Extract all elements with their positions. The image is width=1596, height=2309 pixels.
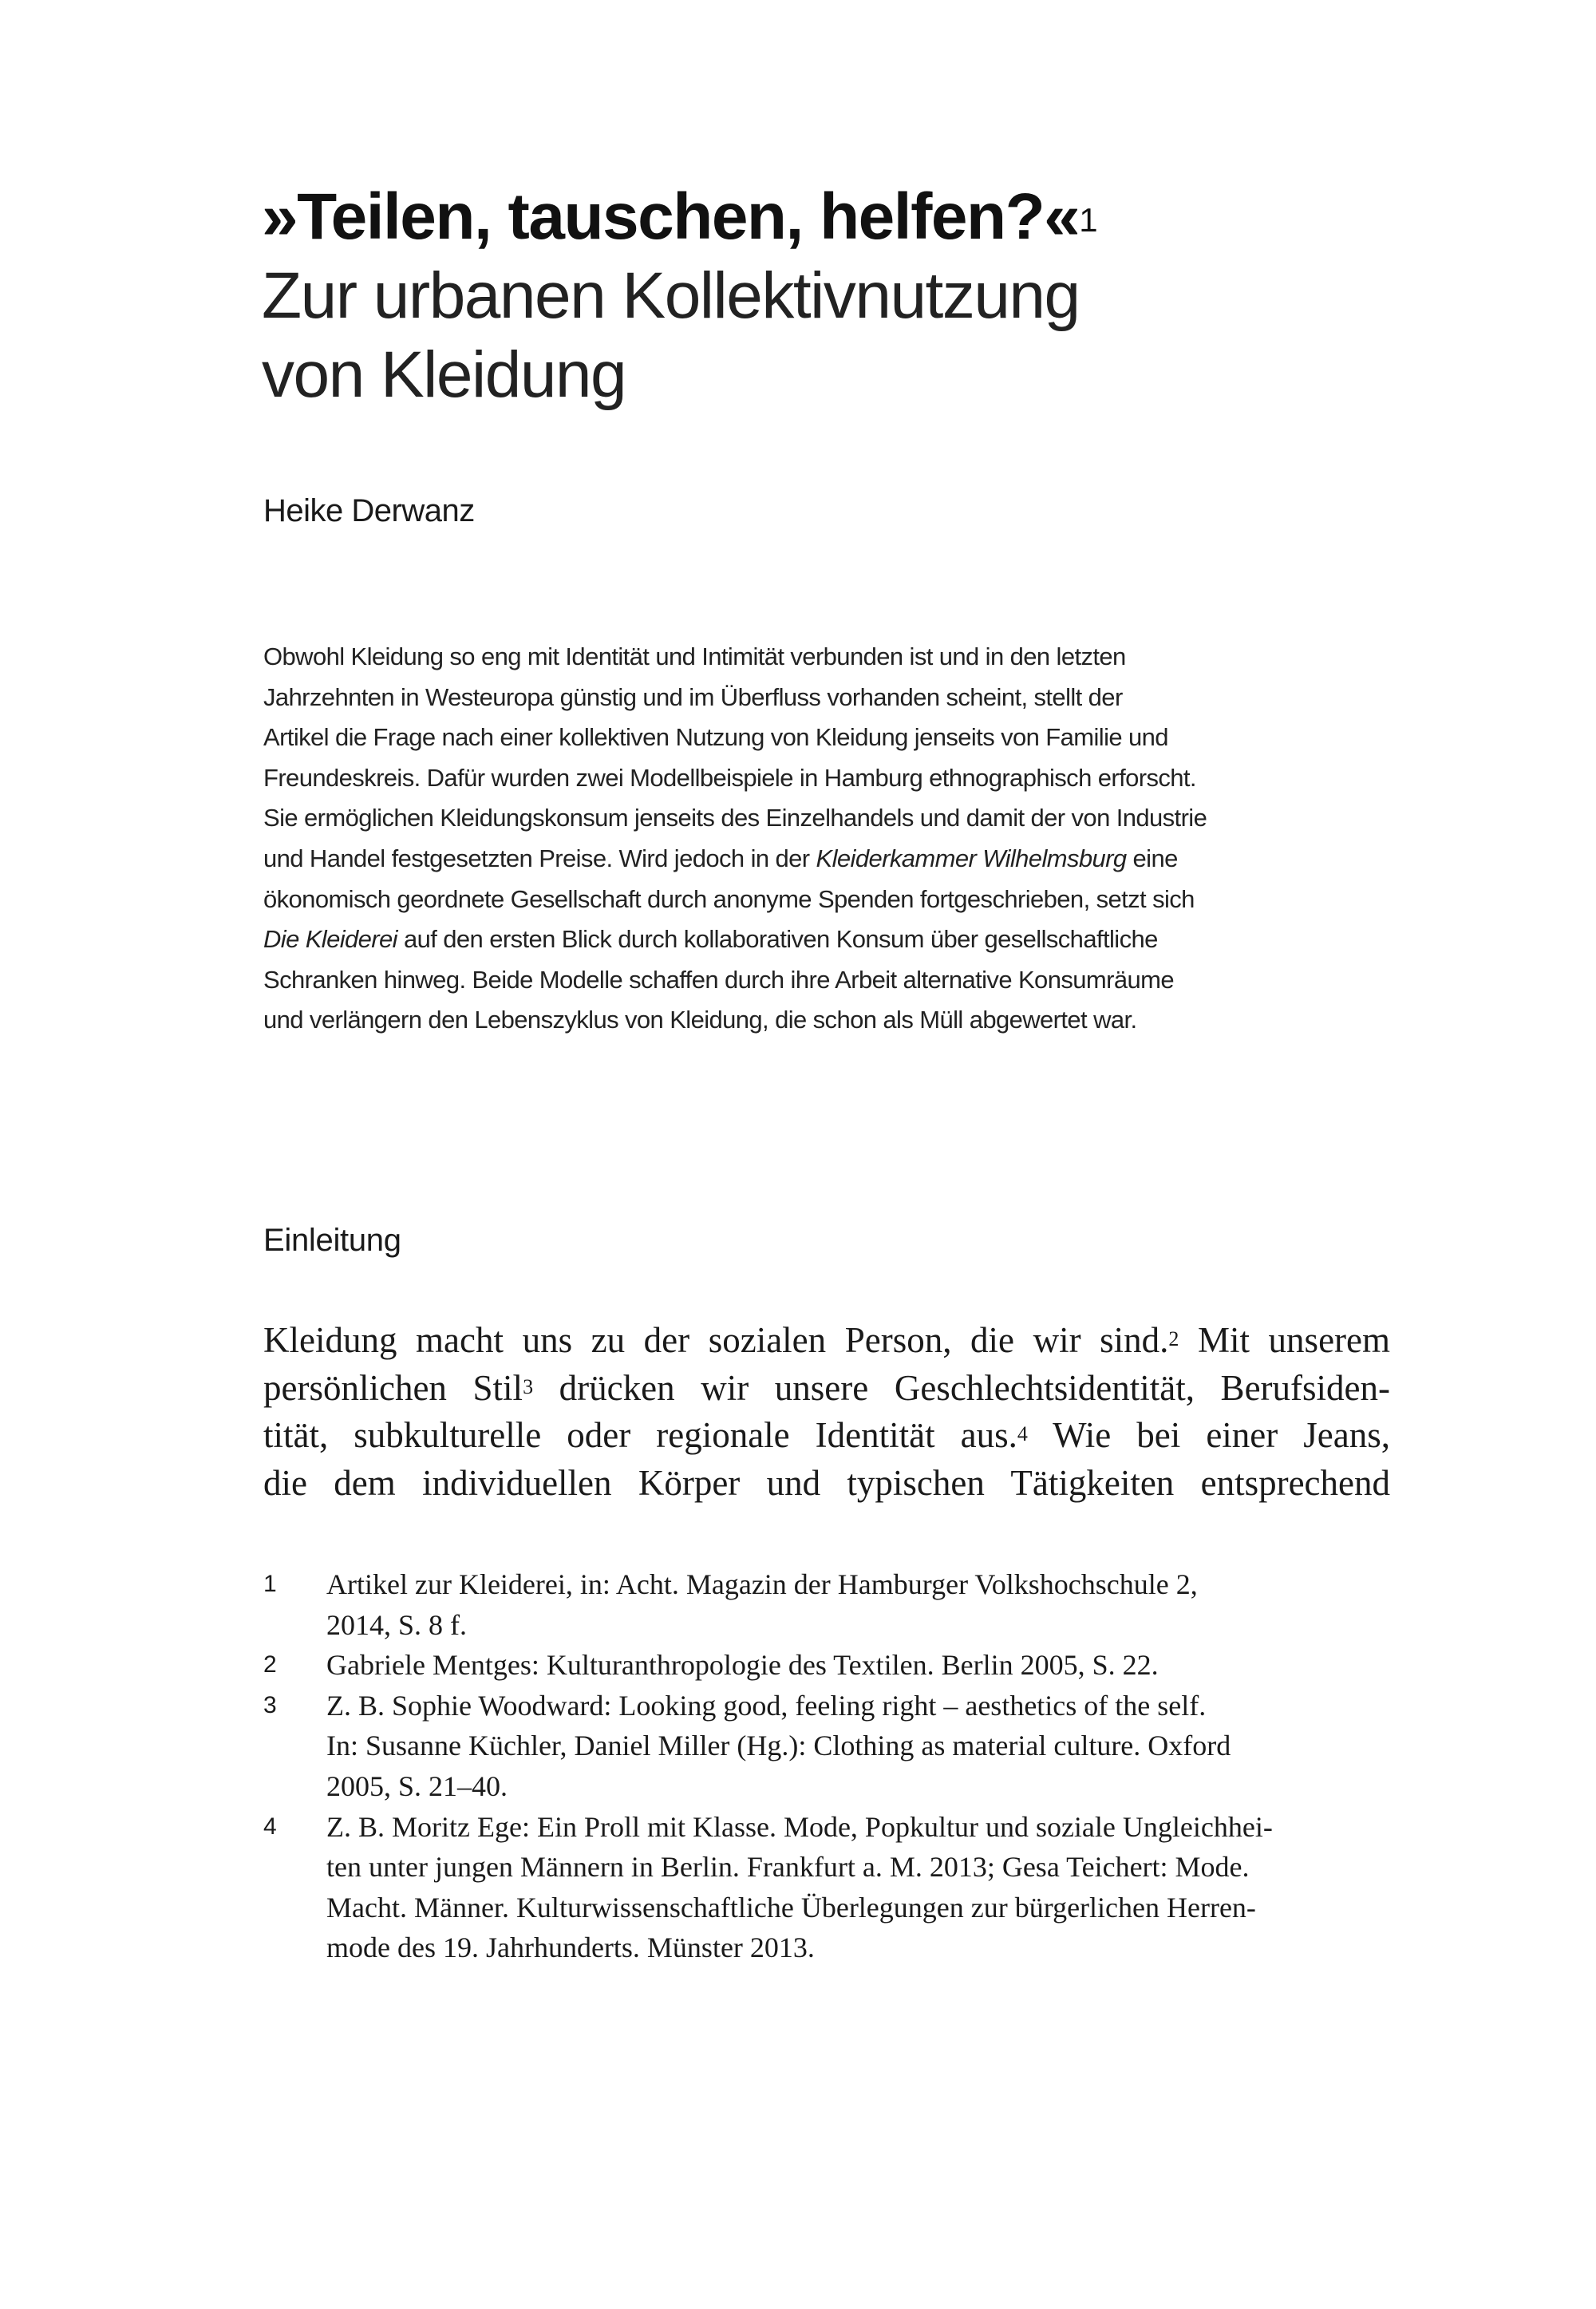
footnote-number: 4 (263, 1813, 277, 1840)
abstract-text: auf den ersten Blick durch kollaborativen Konsum über gesellschaftliche (397, 925, 1158, 954)
footnote-line: mode des 19. Jahrhunderts. Münster 2013. (326, 1931, 815, 1964)
footnote-4 (263, 1807, 1396, 1968)
footnote-ref-3[interactable]: 3 (523, 1374, 534, 1398)
subtitle-line-2: von Kleidung (262, 338, 626, 411)
footnotes (263, 1564, 1396, 1968)
abstract-line: Artikel die Frage nach einer kollektiven Nutzung von Kleidung jenseits von Familie und (263, 723, 1168, 752)
footnote-line: In: Susanne Küchler, Daniel Miller (Hg.): Clothing as material culture. Oxford (326, 1730, 1231, 1762)
abstract-text: und Handel festgesetzten Preise. Wird jedoch in der (263, 844, 816, 872)
body-text-span: Kleidung macht uns zu der sozialen Person, die wir sind. (263, 1320, 1169, 1360)
footnote-line: 2005, S. 21–40. (326, 1769, 508, 1802)
footnote-number: 2 (263, 1651, 277, 1678)
body-line (263, 1412, 1390, 1460)
footnote-number: 3 (263, 1691, 277, 1718)
abstract-line: ökonomisch geordnete Gesellschaft durch anonyme Spenden fortgeschrieben, setzt sich (263, 884, 1195, 913)
footnote-2 (263, 1645, 1396, 1686)
abstract-line (263, 839, 1207, 880)
abstract-line (263, 919, 1207, 960)
footnote-3 (263, 1686, 1396, 1807)
body-line: die dem individuellen Körper und typischen Tätigkeiten entsprechend (263, 1462, 1390, 1503)
body-text-span: Wie bei einer Jeans, (1027, 1415, 1391, 1455)
footnote-ref-2[interactable]: 2 (1168, 1327, 1179, 1350)
abstract-italic-kleiderei: Die Kleiderei (263, 925, 397, 954)
abstract-line: Sie ermöglichen Kleidungskonsum jenseits des Einzelhandels und damit der von Industrie (263, 804, 1207, 832)
footnote-ref-4[interactable]: 4 (1017, 1422, 1028, 1445)
footnote-line: Z. B. Sophie Woodward: Looking good, feeling right – aesthetics of the self. (326, 1689, 1207, 1722)
body-line (263, 1317, 1390, 1365)
footnote-line: Artikel zur Kleiderei, in: Acht. Magazin der Hamburger Volkshochschule 2, (326, 1568, 1198, 1600)
abstract-line: Schranken hinweg. Beide Modelle schaffen durch ihre Arbeit alternative Konsumräume (263, 965, 1174, 994)
footnote-line: 2014, S. 8 f. (326, 1608, 468, 1641)
section-heading: Einleitung (263, 1223, 401, 1258)
abstract-italic-kleiderkammer: Kleiderkammer Wilhelmsburg (816, 844, 1127, 872)
footnote-line: Gabriele Mentges: Kulturanthropologie des Textilen. Berlin 2005, S. 22. (326, 1649, 1159, 1682)
title-main-text: »Teilen, tauschen, helfen?« (262, 180, 1080, 253)
title-main (262, 177, 1096, 256)
abstract-text: eine (1126, 844, 1178, 872)
subtitle-line-1: Zur urbanen Kollektivnutzung (262, 259, 1080, 332)
body-text-span: persönlichen Stil (263, 1367, 523, 1408)
footnote-line: Macht. Männer. Kulturwissenschaftliche Überlegungen zur bürgerlichen Herren- (326, 1891, 1256, 1924)
body-text-span: tität, subkulturelle oder regionale Identität aus. (263, 1415, 1017, 1455)
abstract-line: Freundeskreis. Dafür wurden zwei Modellbeispiele in Hamburg ethnographisch erforscht. (263, 763, 1196, 792)
footnote-line: ten unter jungen Männern in Berlin. Frankfurt a. M. 2013; Gesa Teichert: Mode. (326, 1851, 1250, 1884)
abstract-line: Obwohl Kleidung so eng mit Identität und Intimität verbunden ist und in den letzten (263, 642, 1126, 670)
body-line (263, 1365, 1390, 1413)
body-text (263, 1317, 1390, 1507)
abstract-line: Jahrzehnten in Westeuropa günstig und im Überfluss vorhanden scheint, stellt der (263, 682, 1123, 711)
footnote-number: 1 (263, 1571, 277, 1597)
author-name: Heike Derwanz (263, 493, 475, 528)
footnote-ref-1[interactable]: 1 (1079, 201, 1097, 239)
body-text-span: drücken wir unsere Geschlechtsidentität, Berufsiden- (533, 1367, 1390, 1408)
abstract-line: und verlängern den Lebenszyklus von Kleidung, die schon als Müll abgewertet war. (263, 1006, 1137, 1034)
abstract (263, 637, 1207, 1041)
body-text-span: Mit unserem (1179, 1320, 1391, 1360)
footnote-1 (263, 1564, 1396, 1645)
footnote-line: Z. B. Moritz Ege: Ein Proll mit Klasse. Mode, Popkultur und soziale Ungleichhei- (326, 1810, 1273, 1843)
article-title (262, 177, 1096, 414)
